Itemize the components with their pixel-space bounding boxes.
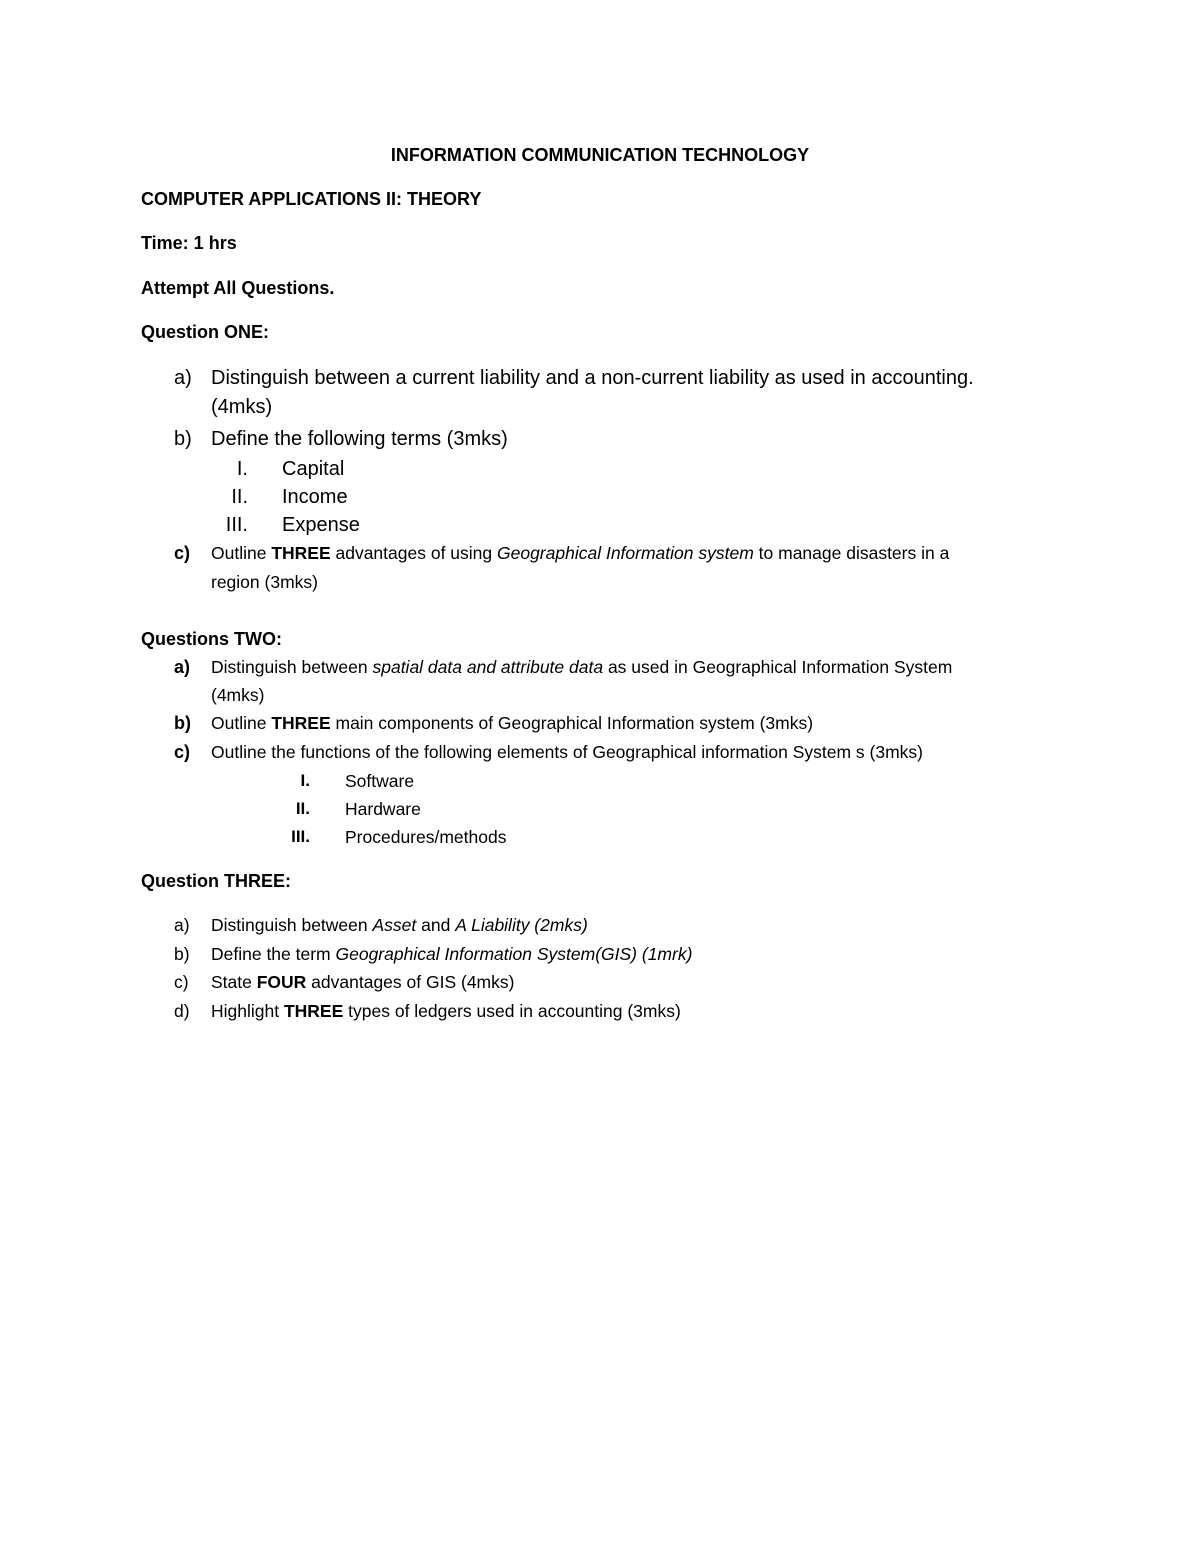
q2-c-marker: c) xyxy=(174,742,191,762)
q2-a-marker: a) xyxy=(174,657,191,677)
q3-c-text: State FOUR advantages of GIS (4mks) xyxy=(211,972,515,992)
document-title: INFORMATION COMMUNICATION TECHNOLOGY xyxy=(390,145,810,165)
q3-d-text: Highlight THREE types of ledgers used in accounting (3mks) xyxy=(211,1001,681,1021)
q1-b-item-marker: II. xyxy=(231,486,248,508)
q1-a-text: Distinguish between a current liability and a non-current liability as used in accounting. xyxy=(211,367,974,389)
q1-c-marker: c) xyxy=(174,543,191,563)
q1-c-continuation: region (3mks) xyxy=(211,572,318,592)
q1-b-item-marker: III. xyxy=(225,514,248,536)
q2-c-item-marker: III. xyxy=(291,827,310,846)
q2-a-text: Distinguish between spatial data and attribute data as used in Geographical Information System xyxy=(211,657,953,677)
q3-b-text: Define the term Geographical Information System(GIS) (1mrk) xyxy=(211,944,693,964)
q2-c-item-text: Software xyxy=(345,771,415,791)
q3-d-marker: d) xyxy=(174,1001,190,1021)
q2-c-item-text: Hardware xyxy=(345,799,421,819)
q2-c-item-marker: I. xyxy=(300,771,310,790)
q2-b-marker: b) xyxy=(174,713,191,733)
q1-a-marker: a) xyxy=(174,367,192,389)
question-two-heading: Questions TWO: xyxy=(141,629,282,649)
q1-b-text: Define the following terms (3mks) xyxy=(211,428,508,450)
q1-a-marks: (4mks) xyxy=(211,396,273,418)
q3-b-marker: b) xyxy=(174,944,190,964)
instruction: Attempt All Questions. xyxy=(141,278,335,298)
q2-c-item-marker: II. xyxy=(295,799,310,818)
time-allowed: Time: 1 hrs xyxy=(141,233,237,253)
q1-b-item-text: Capital xyxy=(282,458,345,480)
q3-a-text: Distinguish between Asset and A Liability (2mks) xyxy=(211,915,588,935)
q1-b-marker: b) xyxy=(174,428,192,450)
question-three-heading: Question THREE: xyxy=(141,871,292,891)
q2-c-text: Outline the functions of the following elements of Geographical information System s (3mks) xyxy=(211,742,924,762)
q2-c-item-text: Procedures/methods xyxy=(345,827,507,847)
q2-a-marks: (4mks) xyxy=(211,685,265,705)
q3-c-marker: c) xyxy=(174,972,189,992)
q2-b-text: Outline THREE main components of Geographical Information system (3mks) xyxy=(211,713,814,733)
q1-c-text: Outline THREE advantages of using Geographical Information system to manage disasters in a xyxy=(211,543,950,563)
q1-b-item-marker: I. xyxy=(236,458,248,480)
q3-a-marker: a) xyxy=(174,915,190,935)
question-one-heading: Question ONE: xyxy=(141,322,270,342)
q1-b-item-text: Income xyxy=(282,486,348,508)
course-subtitle: COMPUTER APPLICATIONS II: THEORY xyxy=(141,189,482,209)
q1-b-item-text: Expense xyxy=(282,514,360,536)
